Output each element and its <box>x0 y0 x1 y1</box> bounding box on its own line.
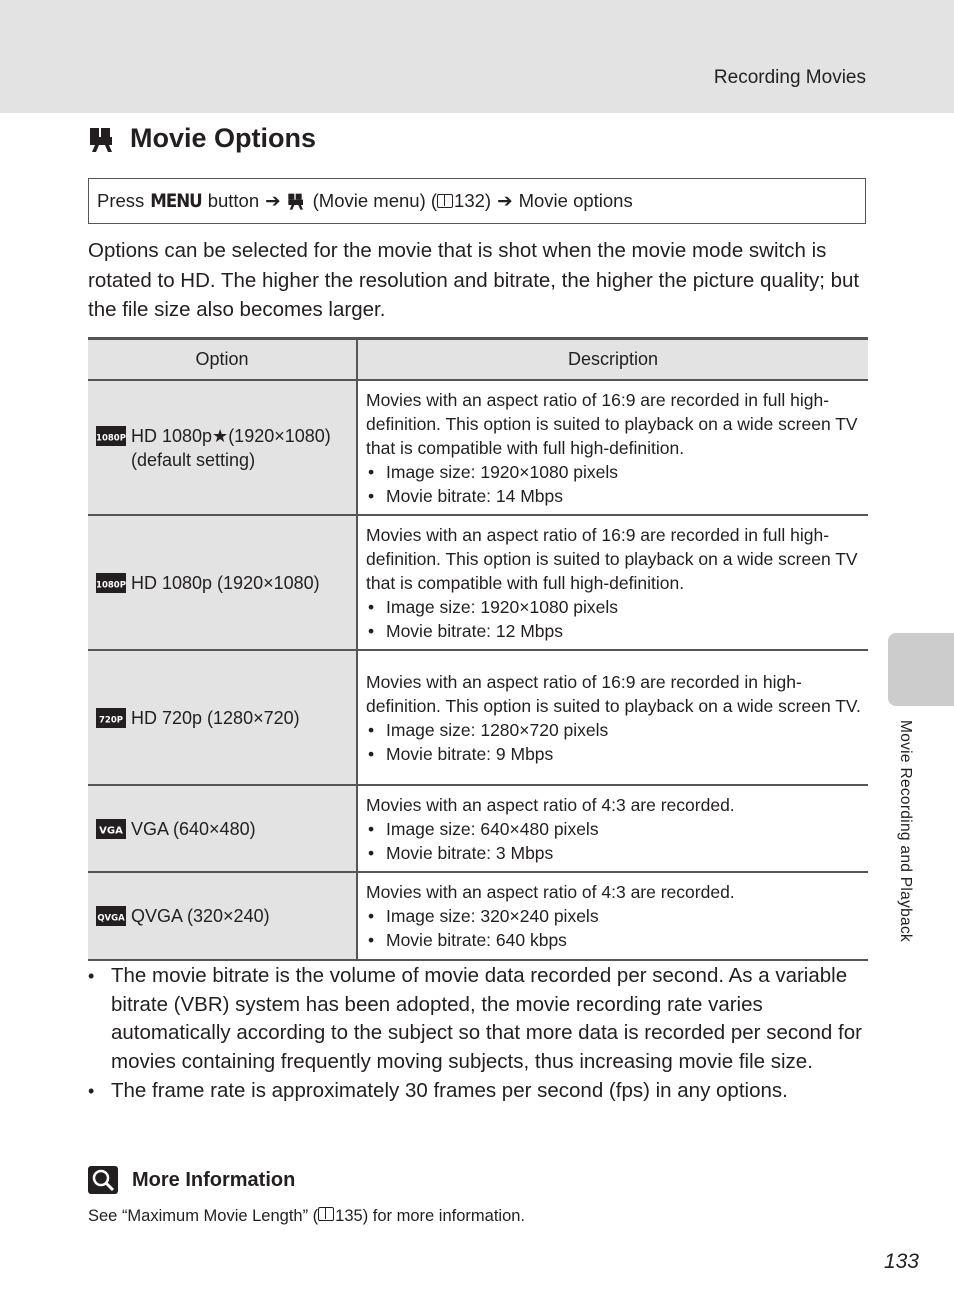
note-item: • The frame rate is approximately 30 frames per second (fps) in any options. <box>88 1077 870 1106</box>
description-cell <box>357 515 868 650</box>
spec-item: • Image size: 1920×1080 pixels <box>366 595 862 619</box>
nav-destination: Movie options <box>518 190 633 211</box>
mode-icon-label: QVGA <box>97 913 125 924</box>
table-row <box>88 872 868 960</box>
running-head: Recording Movies <box>713 67 866 88</box>
description-cell <box>357 650 868 785</box>
spec-item: • Movie bitrate: 14 Mbps <box>366 484 862 508</box>
page-title <box>88 123 316 154</box>
description-text: Movies with an aspect ratio of 16:9 are recorded in high-definition. This option is suited to playback on a wide screen TV. <box>366 671 861 716</box>
table-row <box>88 650 868 785</box>
spec-item: • Movie bitrate: 12 Mbps <box>366 619 862 643</box>
spec-list <box>366 595 862 643</box>
option-name: HD 1080p★(1920×1080) <box>131 425 331 446</box>
spec-item: • Movie bitrate: 640 kbps <box>366 928 862 952</box>
movie-menu-icon <box>287 192 307 210</box>
header-band <box>0 0 954 113</box>
more-information-icon <box>88 1166 118 1194</box>
page-reference-icon <box>318 1207 334 1221</box>
spec-list <box>366 904 862 952</box>
option-cell <box>88 785 357 872</box>
option-name: HD 1080p (1920×1080) <box>131 572 320 593</box>
hd-720p-icon <box>96 708 126 728</box>
spec-list <box>366 460 862 508</box>
spec-list <box>366 817 862 865</box>
menu-button-icon: MENU <box>150 190 202 212</box>
more-info-text-after: 135) for more information. <box>335 1207 526 1225</box>
spec-item: • Image size: 1920×1080 pixels <box>366 460 862 484</box>
table-row <box>88 785 868 872</box>
page-reference-icon <box>437 194 453 208</box>
column-header-option: Option <box>88 339 357 381</box>
option-cell <box>88 515 357 650</box>
movie-camera-icon <box>88 126 118 152</box>
arrow-icon: ➔ <box>265 190 281 211</box>
option-cell <box>88 650 357 785</box>
description-text: Movies with an aspect ratio of 4:3 are recorded. <box>366 882 735 902</box>
more-information-title: More Information <box>132 1168 296 1191</box>
nav-movie-menu: (Movie menu) ( <box>312 190 438 211</box>
notes-list <box>88 962 870 1107</box>
spec-item: • Image size: 1280×720 pixels <box>366 718 862 742</box>
option-name: VGA (640×480) <box>131 818 256 839</box>
nav-page-ref: 132) <box>454 190 492 211</box>
navigation-path <box>88 178 866 224</box>
page-title-text: Movie Options <box>130 123 317 153</box>
option-name: QVGA (320×240) <box>131 906 270 926</box>
option-name: HD 720p (1280×720) <box>131 707 300 728</box>
option-cell <box>88 872 357 960</box>
spec-list <box>366 718 862 766</box>
hd-1080p-icon <box>96 573 126 593</box>
description-cell <box>357 380 868 515</box>
description-text: Movies with an aspect ratio of 16:9 are recorded in full high-definition. This option is suited to playback on a wide screen TV that is compatible with full high-definition. <box>366 524 858 593</box>
description-text: Movies with an aspect ratio of 16:9 are recorded in full high-definition. This option is suited to playback on a wide screen TV that is compatible with full high-definition. <box>366 389 858 458</box>
mode-icon-label: 1080P <box>96 580 126 590</box>
description-cell <box>357 872 868 960</box>
spec-item: • Image size: 320×240 pixels <box>366 904 862 928</box>
arrow-icon: ➔ <box>497 190 513 211</box>
vga-icon <box>96 819 126 839</box>
mode-icon-label: 720P <box>99 715 123 725</box>
more-information-text <box>88 1207 525 1226</box>
description-cell <box>357 785 868 872</box>
option-cell <box>88 380 357 515</box>
nav-press: Press <box>97 190 145 211</box>
page-number: 133 <box>883 1250 919 1273</box>
mode-icon-label: 1080P <box>96 433 126 443</box>
section-tab-label: Movie Recording and Playback <box>897 720 914 943</box>
qvga-icon <box>96 906 126 926</box>
spec-item: • Movie bitrate: 3 Mbps <box>366 841 862 865</box>
intro-paragraph: Options can be selected for the movie that is shot when the movie mode switch is rotated to HD. The higher the resolution and bitrate, the higher the picture quality; but the file size also becomes larger. <box>88 239 860 321</box>
more-information-heading <box>88 1166 295 1194</box>
spec-item: • Image size: 640×480 pixels <box>366 817 862 841</box>
column-header-description: Description <box>357 339 868 381</box>
section-tab <box>888 633 954 706</box>
movie-options-table <box>88 337 868 961</box>
description-text: Movies with an aspect ratio of 4:3 are recorded. <box>366 794 735 815</box>
more-info-text-before: See “Maximum Movie Length” ( <box>88 1207 319 1225</box>
note-item: • The movie bitrate is the volume of movie data recorded per second. As a variable bitrate (VBR) system has been adopted, the movie recording rate varies automatically according to the subject so that more data is recorded per second for movies containing frequently moving subjects, thus increasing movie file size. <box>88 962 870 1076</box>
hd-1080p-star-icon <box>96 426 126 446</box>
nav-button: button <box>207 190 260 211</box>
option-note: (default setting) <box>131 449 256 470</box>
table-row <box>88 380 868 515</box>
spec-item: • Movie bitrate: 9 Mbps <box>366 742 862 766</box>
table-row <box>88 515 868 650</box>
mode-icon-label: VGA <box>99 825 123 836</box>
